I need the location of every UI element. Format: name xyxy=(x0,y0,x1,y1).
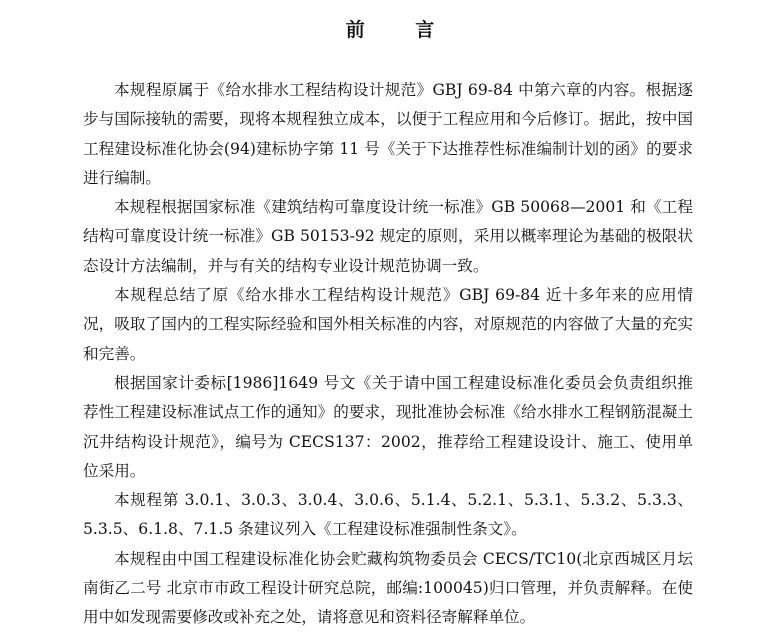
paragraph-origin: 本规程原属于《给水排水工程结构设计规范》GBJ 69-84 中第六章的内容。根据逐步与国际接轨的需要，现将本规程独立成本，以便于工程应用和今后修订。据此，按中国工程建设标准化协会(94)建标协字第 11 号《关于下达推荐性标准编制计划的函》的要求进行编制。 xyxy=(83,81,693,187)
paragraph-mandatory-clauses: 本规程第 3.0.1、3.0.3、3.0.4、3.0.6、5.1.4、5.2.1、5.3.1、5.3.2、5.3.3、5.3.5、6.1.8、7.1.5 条建议列入《工程建设标准强制性条文》。 xyxy=(83,491,693,539)
preface-body xyxy=(83,76,693,633)
paragraph-basis: 本规程根据国家标准《建筑结构可靠度设计统一标准》GB 50068—2001 和《工程结构可靠度设计统一标准》GB 50153-92 规定的原则，采用以概率理论为基础的极限状态设计方法编制，并与有关的结构专业设计规范协调一致。 xyxy=(83,198,693,275)
paragraph-summary: 本规程总结了原《给水排水工程结构设计规范》GBJ 69-84 近十多年来的应用情况，吸取了国内的工程实际经验和国外相关标准的内容，对原规范的内容做了大量的充实和完善。 xyxy=(83,286,693,363)
paragraph-approval: 根据国家计委标[1986]1649 号文《关于请中国工程建设标准化委员会负责组织推荐性工程建设标准试点工作的通知》的要求，现批准协会标准《给水排水工程钢筋混凝土沉井结构设计规范》，编号为 CECS137：2002，推荐给工程建设设计、施工、使用单位采用。 xyxy=(83,373,693,480)
page-title: 前 言 xyxy=(345,19,457,41)
paragraph-management: 本规程由中国工程建设标准化协会贮藏构筑物委员会 CECS/TC10(北京西城区月坛南街乙二号 北京市市政工程设计研究总院，邮编:100045)归口管理，并负责解释。在使用中如发现需要修改或补充之处，请将意见和资料径寄解释单位。 xyxy=(83,549,693,627)
